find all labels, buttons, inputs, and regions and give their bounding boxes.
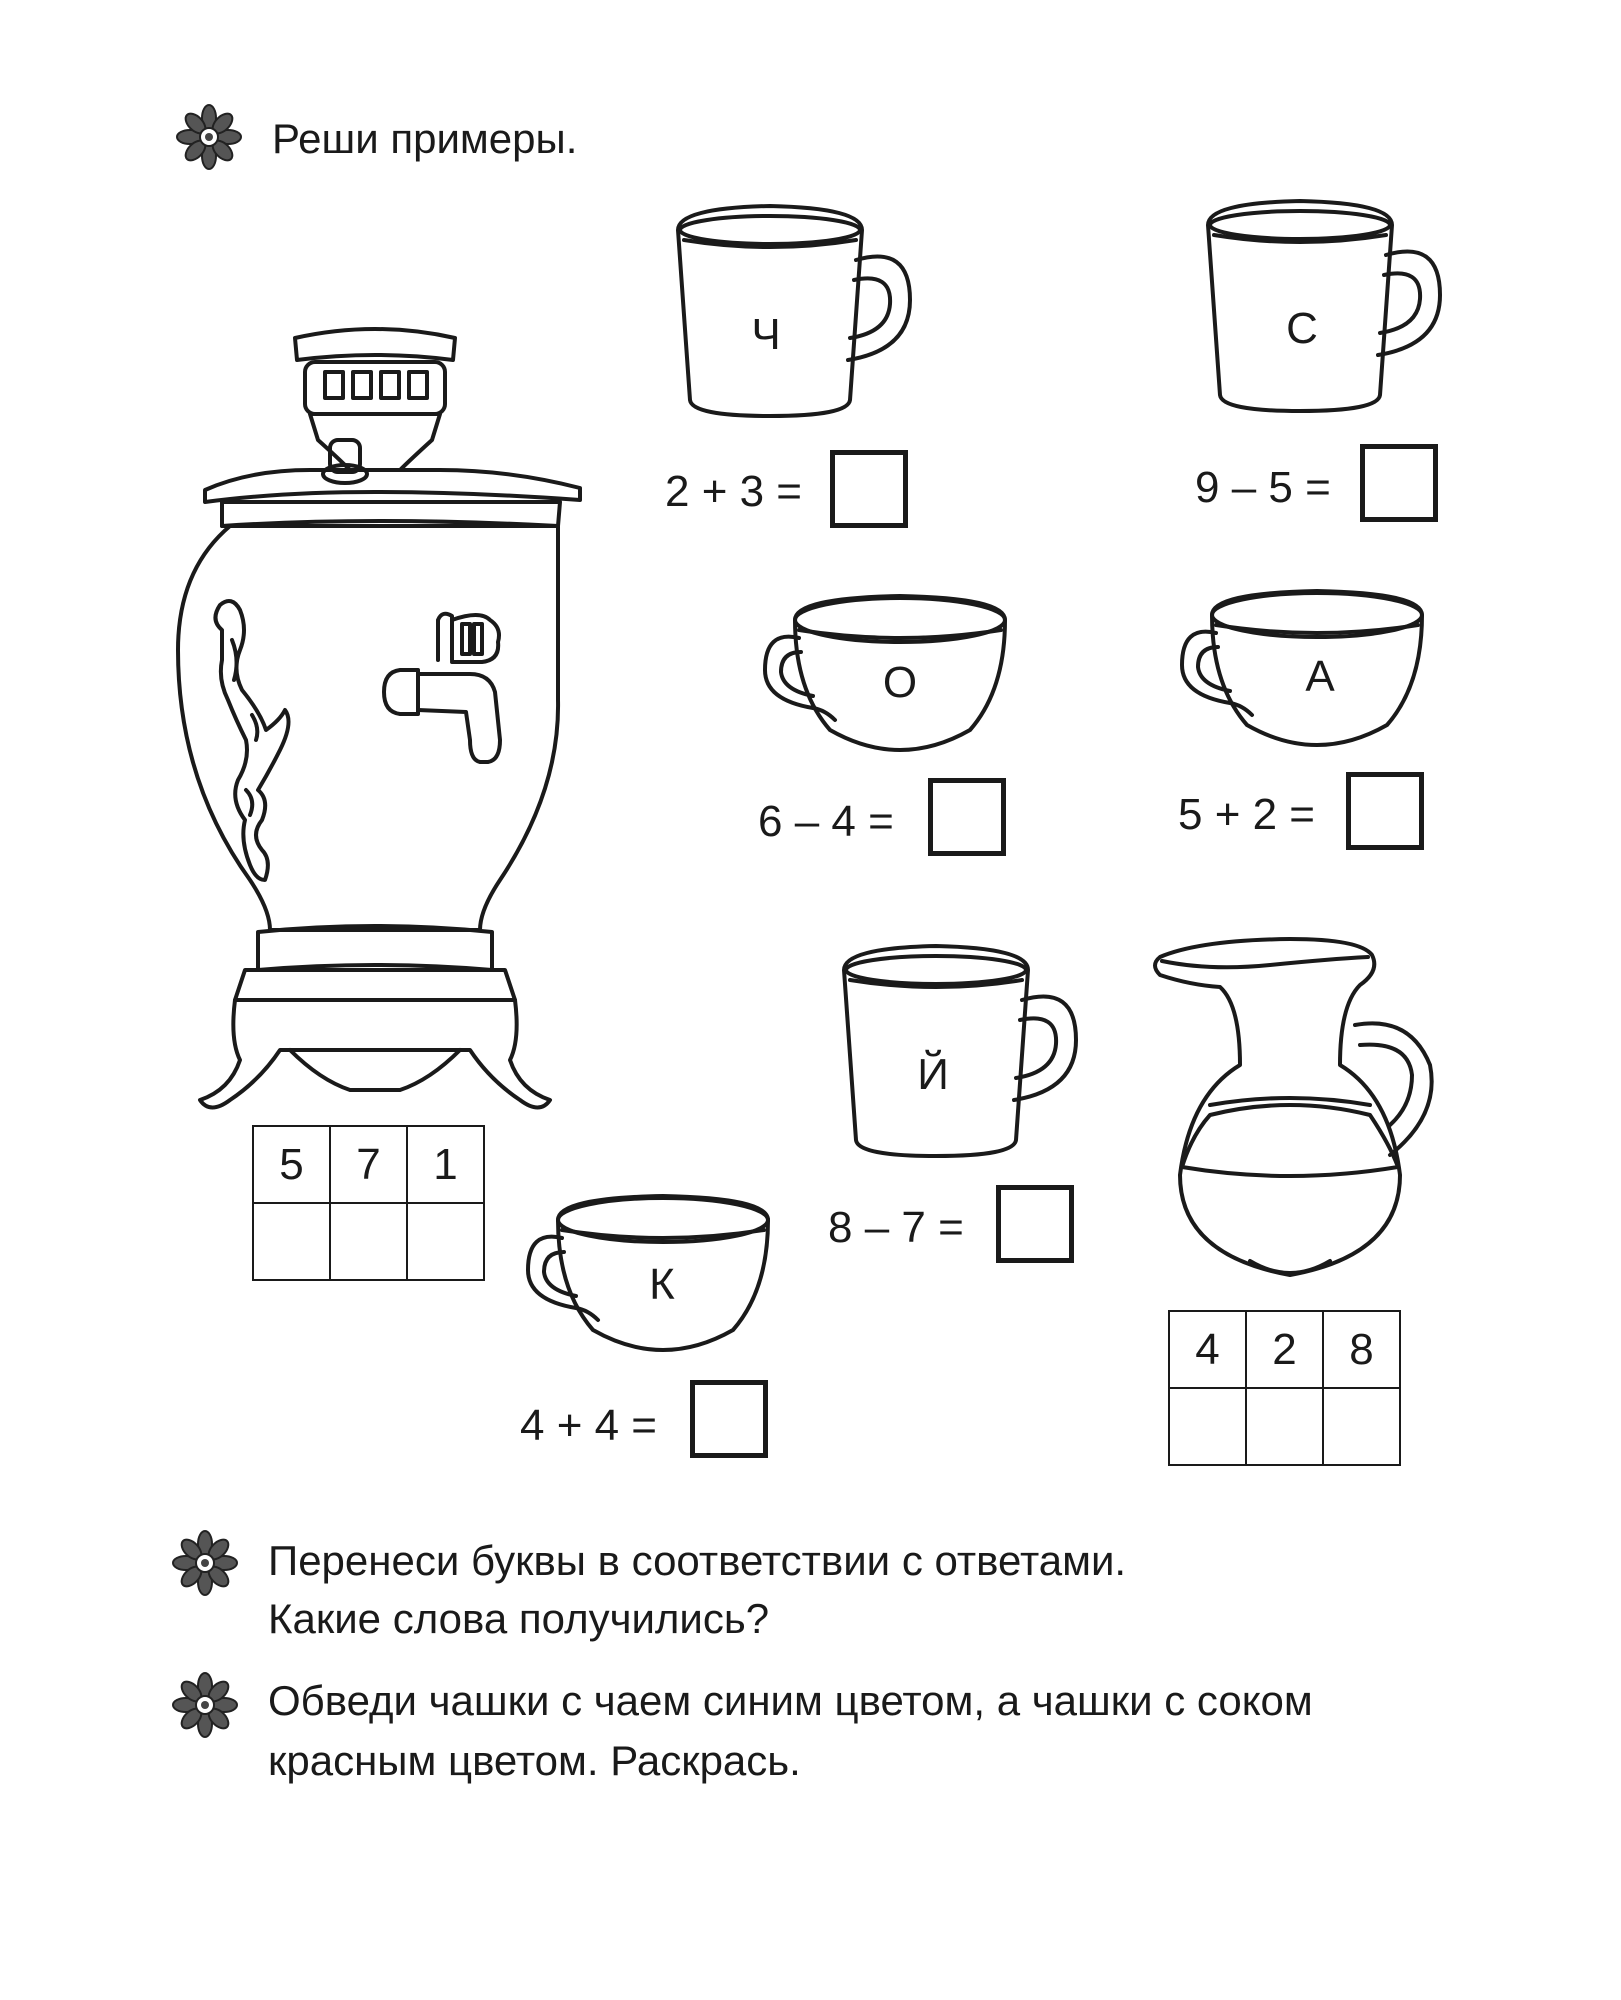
cup-letter: К bbox=[649, 1260, 675, 1309]
instruction-color-line1: Обведи чашки с чаем синим цветом, а чашки с соком bbox=[268, 1677, 1313, 1724]
flower-icon bbox=[172, 1672, 238, 1738]
samovar-answer-grid bbox=[252, 1125, 485, 1281]
jug-answer-grid bbox=[1168, 1310, 1401, 1466]
cup-letter: А bbox=[1305, 652, 1335, 701]
grid-answer-cell[interactable] bbox=[253, 1203, 330, 1280]
answer-box[interactable] bbox=[690, 1380, 768, 1458]
grid-answer-cell[interactable] bbox=[1169, 1388, 1246, 1465]
flower-icon bbox=[176, 104, 242, 170]
equation: 4 + 4 = bbox=[520, 1401, 658, 1450]
answer-box[interactable] bbox=[830, 450, 908, 528]
answer-box[interactable] bbox=[1360, 444, 1438, 522]
instruction-transfer-line1: Перенеси буквы в соответствии с ответами. bbox=[268, 1537, 1127, 1584]
cup-letter: Ч bbox=[751, 310, 781, 359]
cup-letter: С bbox=[1286, 304, 1318, 353]
flower-icon bbox=[172, 1530, 238, 1596]
grid-number: 1 bbox=[407, 1126, 484, 1203]
cup-letter: О bbox=[882, 658, 918, 707]
equation: 5 + 2 = bbox=[1178, 790, 1316, 839]
grid-number: 7 bbox=[330, 1126, 407, 1203]
equation: 9 – 5 = bbox=[1195, 463, 1331, 512]
answer-box[interactable] bbox=[1346, 772, 1424, 850]
answer-box[interactable] bbox=[928, 778, 1006, 856]
jug-illustration bbox=[1140, 935, 1450, 1295]
grid-number: 4 bbox=[1169, 1311, 1246, 1388]
grid-number: 2 bbox=[1246, 1311, 1323, 1388]
grid-answer-cell[interactable] bbox=[1246, 1388, 1323, 1465]
samovar-illustration bbox=[170, 320, 650, 1110]
equation: 8 – 7 = bbox=[828, 1203, 964, 1252]
grid-answer-cell[interactable] bbox=[1323, 1388, 1400, 1465]
instruction-color-line2: красным цветом. Раскрась. bbox=[268, 1737, 801, 1784]
grid-answer-cell[interactable] bbox=[330, 1203, 407, 1280]
equation: 2 + 3 = bbox=[665, 467, 803, 516]
answer-box[interactable] bbox=[996, 1185, 1074, 1263]
cup-letter: Й bbox=[917, 1050, 949, 1099]
equation: 6 – 4 = bbox=[758, 797, 894, 846]
grid-number: 8 bbox=[1323, 1311, 1400, 1388]
grid-number: 5 bbox=[253, 1126, 330, 1203]
instruction-transfer-line2: Какие слова получились? bbox=[268, 1595, 770, 1642]
instruction-solve: Реши примеры. bbox=[272, 115, 578, 162]
grid-answer-cell[interactable] bbox=[407, 1203, 484, 1280]
